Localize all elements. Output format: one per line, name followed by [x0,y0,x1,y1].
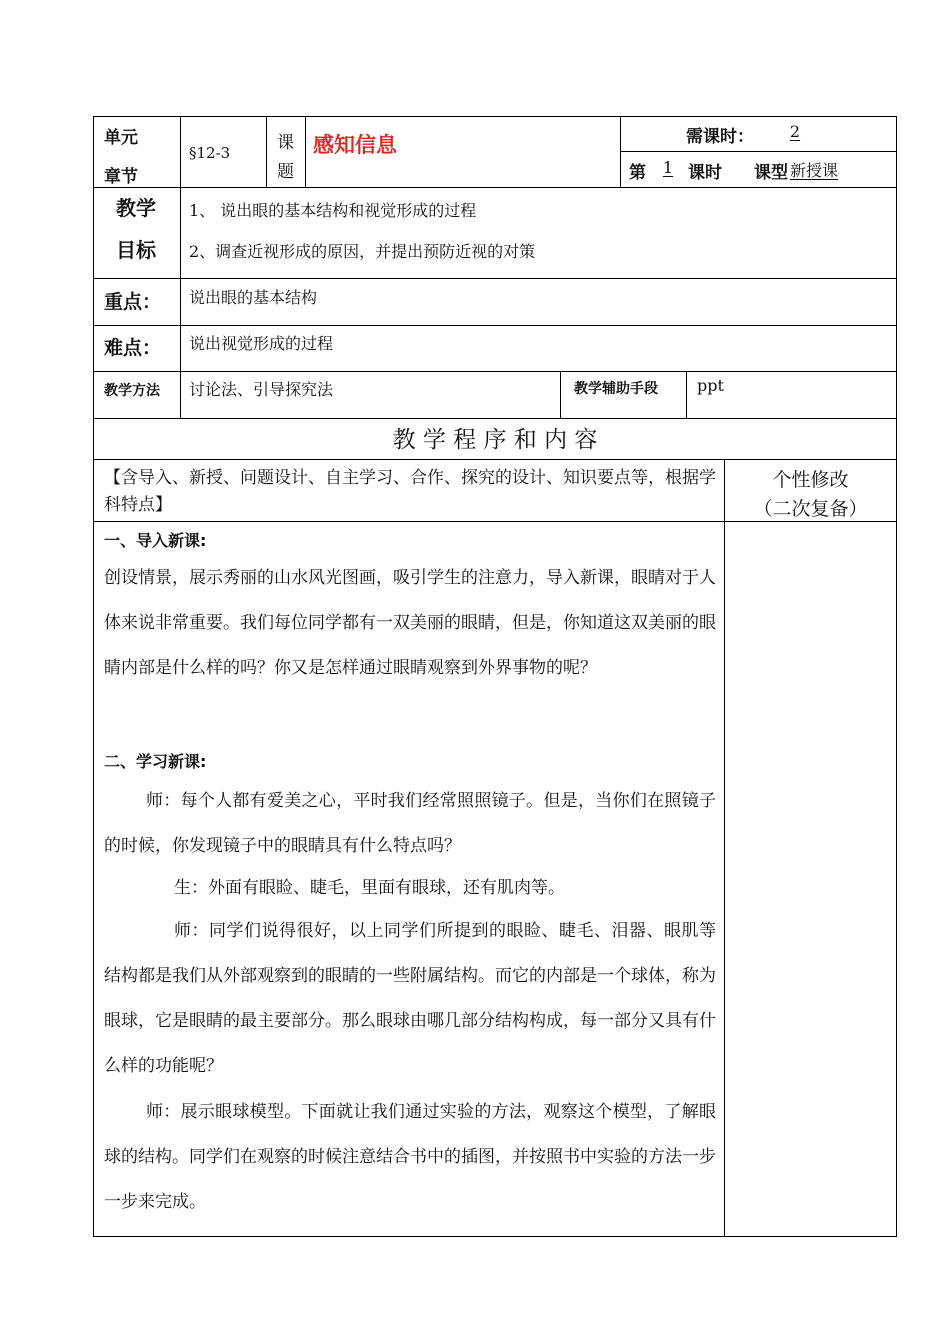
col-divider [560,371,561,418]
row-divider [620,151,897,152]
col-divider [266,116,267,187]
section-title: 二、学习新课: [104,752,207,771]
teacher-paragraph: 师：展示眼球模型。下面就让我们通过实验的方法，观察这个模型，了解眼球的结构。同学们在观察的时候注意结合书中的插图，并按照书中实验的方法一步一步来完成。 [104,1102,716,1212]
col-divider [305,116,306,187]
lesson-prefix: 第 [629,163,646,183]
lesson-number: 1 [662,158,674,177]
row-divider [93,371,897,372]
objectives-label: 教学 [116,196,156,220]
row-divider [93,459,897,460]
row-divider [93,418,897,419]
topic-label: 题 [277,162,294,182]
row-divider [93,521,897,522]
intro-paragraph: 创设情景，展示秀丽的山水风光图画，吸引学生的注意力，导入新课，眼睛对于人体来说非常重要。我们每位同学都有一双美丽的眼睛，但是，你知道这双美丽的眼睛内部是什么样的吗？你又是怎样通过眼睛观察到外界事物的呢？ [104,568,716,678]
teacher-paragraph: 师：每个人都有爱美之心，平时我们经常照照镜子。但是，当你们在照镜子的时候，你发现镜子中的眼睛具有什么特点吗？ [104,791,716,856]
difficulty-text: 说出视觉形成的过程 [189,334,334,353]
student-paragraph: 生：外面有眼睑、睫毛，里面有眼球，还有肌肉等。 [174,878,565,898]
revision-label: 个性修改 [772,469,849,491]
topic-label: 课 [277,133,294,153]
lesson-suffix: 课时 [688,163,722,183]
row-divider [93,278,897,279]
teaching-aid-label: 教学辅助手段 [574,381,658,397]
row-divider [93,325,897,326]
teaching-aid-value: ppt [697,376,724,395]
objective-item: 1、 说出眼的基本结构和视觉形成的过程 [189,201,477,220]
required-hours-label: 需课时： [686,127,754,147]
objective-item: 2、调查近视形成的原因，并提出预防近视的对策 [189,242,536,261]
required-hours-value: 2 [789,122,801,141]
procedure-note: 【含导入、新授、问题设计、自主学习、合作、探究的设计、知识要点等，根据学科特点】 [104,468,716,515]
chapter-label: 章节 [104,167,138,187]
col-divider [686,371,687,418]
key-point-text: 说出眼的基本结构 [189,288,318,307]
col-divider [180,116,181,418]
section-code: §12-3 [189,144,231,162]
key-point-label: 重点： [104,291,162,313]
teacher-paragraph: 师：同学们说得很好，以上同学们所提到的眼睑、睫毛、泪器、眼肌等结构都是我们从外部观察到的眼睛的一些附属结构。而它的内部是一个球体，称为眼球，它是眼睛的最主要部分。那么眼球由哪几部分结构构成，每一部分又具有什么样的功能呢？ [104,921,716,1076]
revision-sublabel: （二次复备） [753,498,868,520]
lesson-type-value: 新授课 [790,161,839,180]
objectives-label: 目标 [116,238,156,262]
method-text: 讨论法、引导探究法 [189,380,334,399]
procedure-heading: 教 学 程 序 和 内 容 [392,427,598,453]
method-label: 教学方法 [104,383,160,399]
lesson-type-label: 课型 [754,163,788,183]
col-divider [724,459,725,1237]
section-title: 一、导入新课: [104,531,207,550]
row-divider [93,187,897,188]
col-divider [620,116,621,187]
lesson-title: 感知信息 [313,133,397,157]
difficulty-label: 难点： [104,337,162,359]
unit-label: 单元 [104,128,138,148]
